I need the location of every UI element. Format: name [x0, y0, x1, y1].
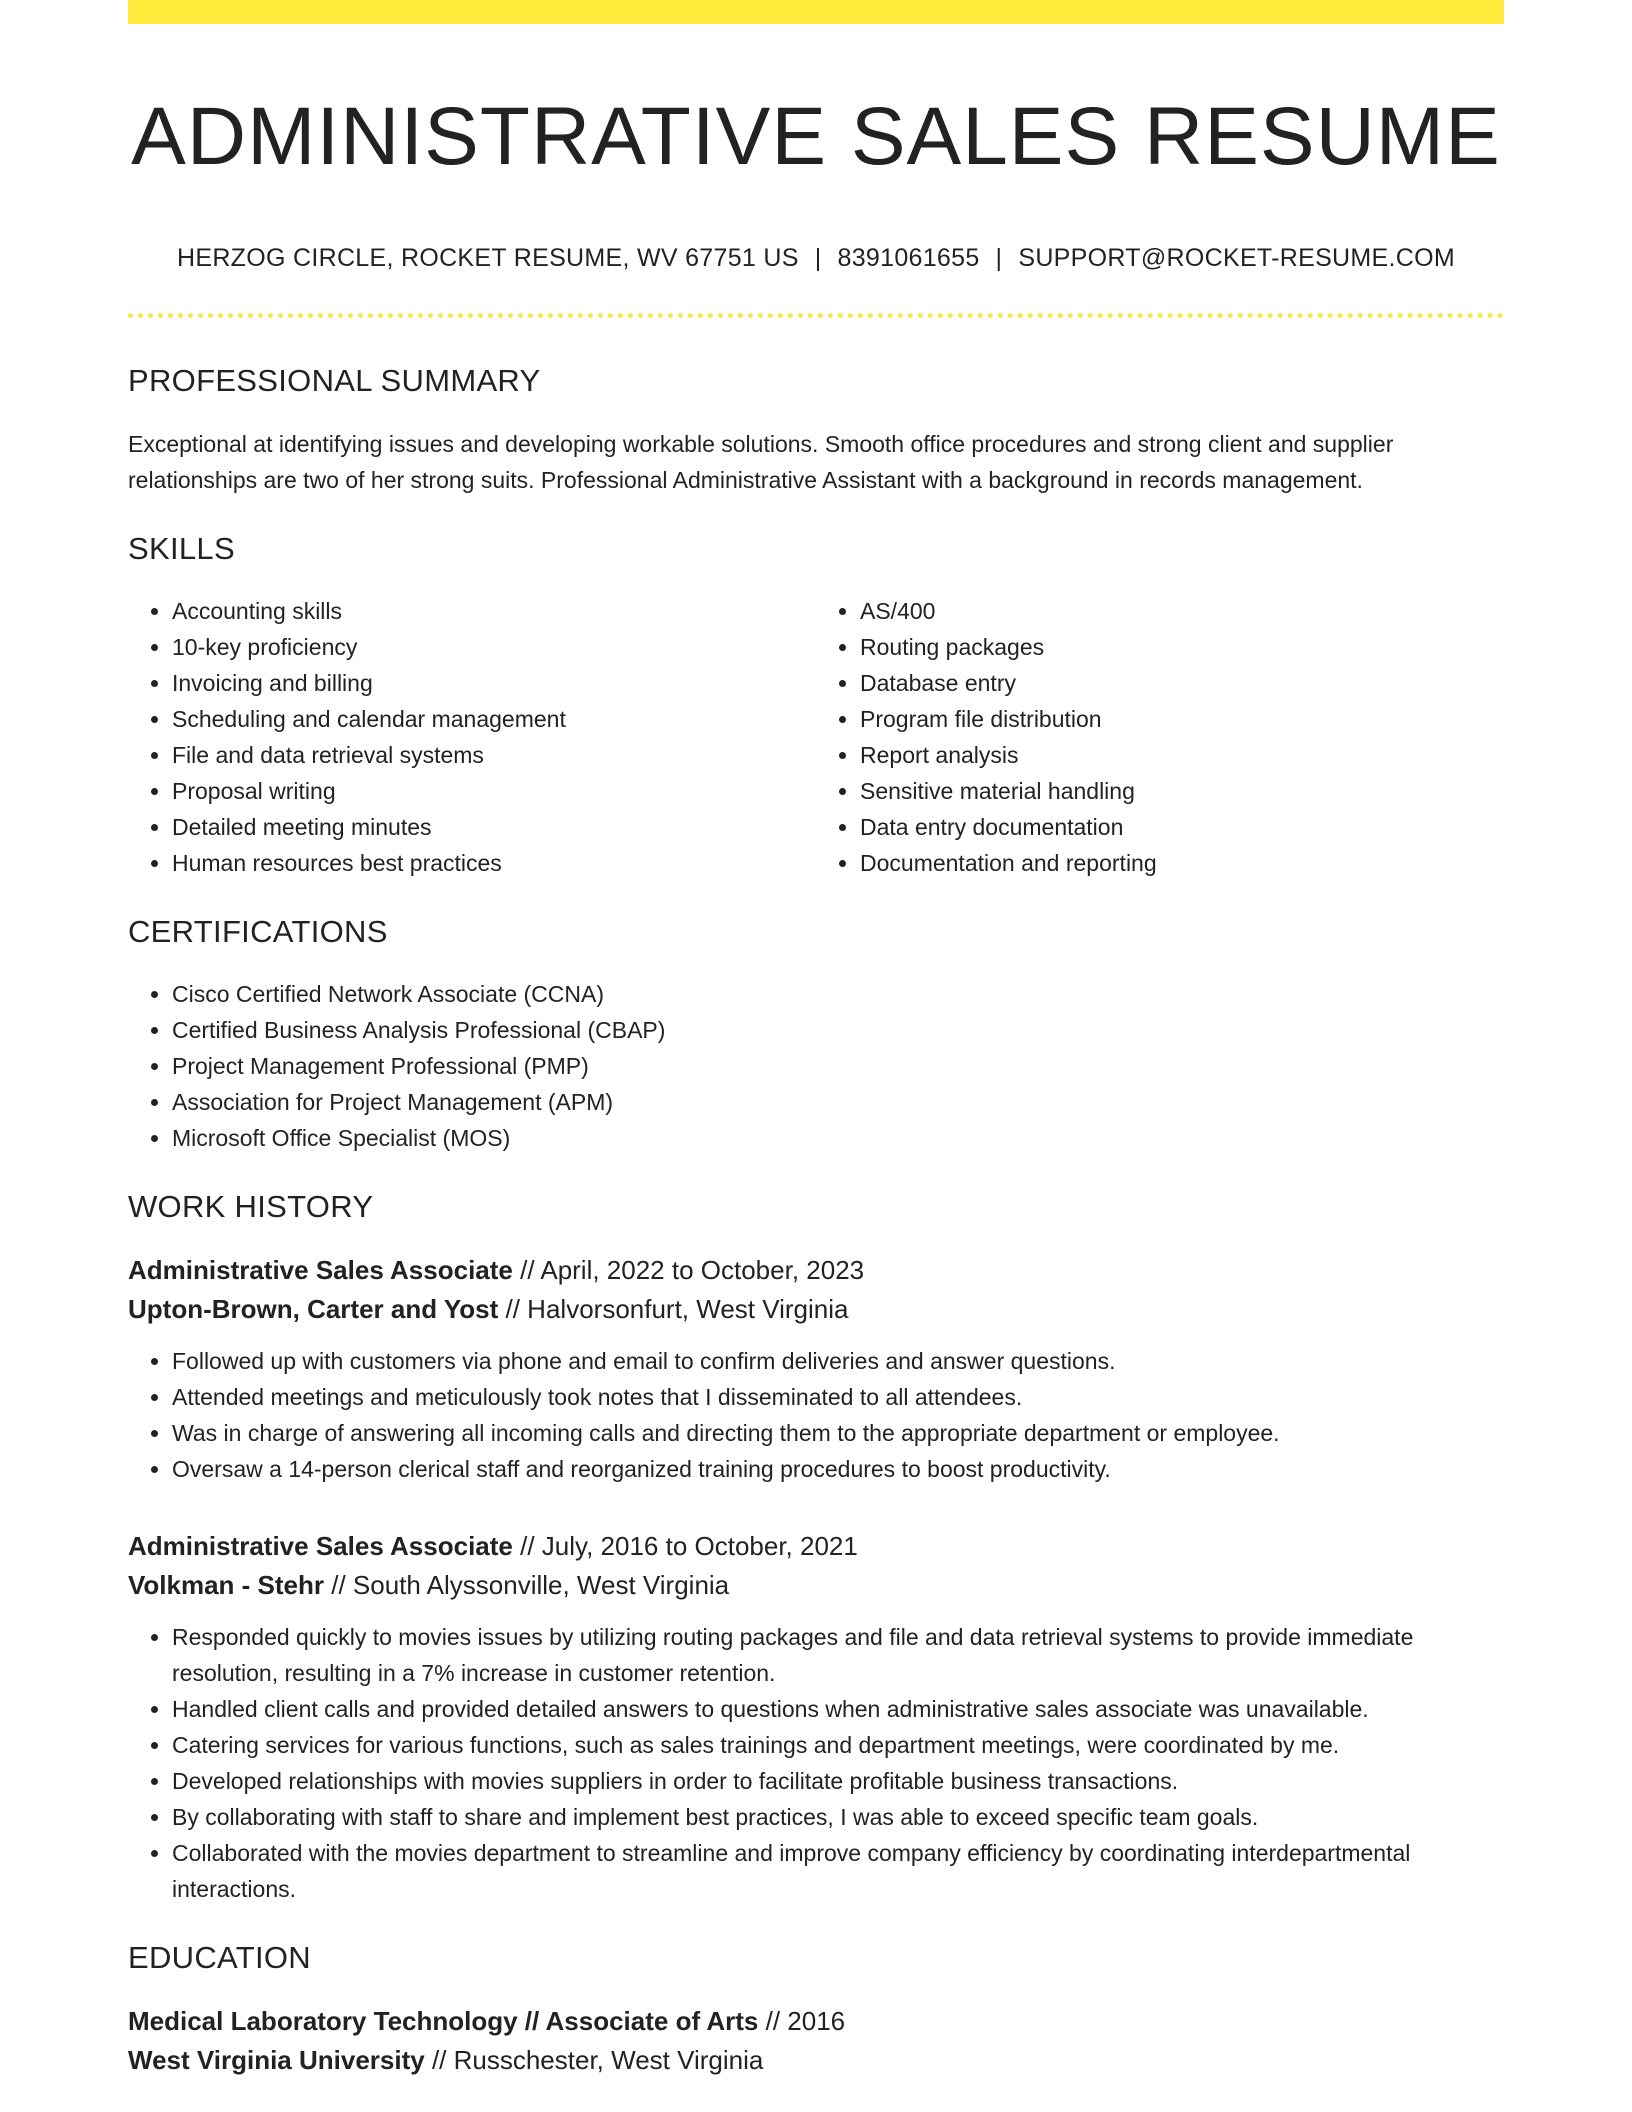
skill-item: • File and data retrieval systems [172, 737, 816, 773]
job-company-line [128, 1566, 1504, 1605]
job-title: Administrative Sales Associate [128, 1255, 513, 1286]
contact-separator: | [995, 244, 1003, 273]
degree-line [128, 2002, 1504, 2041]
work-history-heading: WORK HISTORY [128, 1188, 374, 1224]
job-duty: • Catering services for various functions, such as sales trainings and department meetings, were coordinated by me. [172, 1727, 1504, 1763]
skill-item: • Program file distribution [860, 701, 1504, 737]
education-entry [128, 2002, 1504, 2080]
job-company: Upton-Brown, Carter and Yost [128, 1294, 499, 1325]
job-title-line [128, 1251, 1504, 1290]
resume-page [128, 0, 1504, 2080]
dotted-divider [128, 313, 1504, 318]
skills-section [128, 530, 1504, 881]
contact-line [128, 244, 1504, 273]
skills-heading: SKILLS [128, 530, 235, 566]
summary-heading: PROFESSIONAL SUMMARY [128, 363, 541, 399]
job-title: Administrative Sales Associate [128, 1531, 513, 1562]
skill-item: • Proposal writing [172, 773, 816, 809]
skill-item: • 10-key proficiency [172, 629, 816, 665]
skill-item: • Report analysis [860, 737, 1504, 773]
certification-item: • Project Management Professional (PMP) [172, 1048, 1504, 1084]
skills-columns [128, 567, 1504, 881]
school: West Virginia University [128, 2045, 425, 2076]
job-location: // Halvorsonfurt, West Virginia [505, 1294, 849, 1325]
job-duties-list [128, 1343, 1504, 1487]
job-entry [128, 1527, 1504, 1907]
contact-address: HERZOG CIRCLE, ROCKET RESUME, WV 67751 US [177, 244, 799, 273]
skill-item: • Scheduling and calendar management [172, 701, 816, 737]
skill-item: • Human resources best practices [172, 845, 816, 881]
certification-item: • Cisco Certified Network Associate (CCNA) [172, 976, 1504, 1012]
job-duty: • Was in charge of answering all incoming calls and directing them to the appropriate department or employee. [172, 1415, 1504, 1451]
job-duty: • Followed up with customers via phone and email to confirm deliveries and answer questions. [172, 1343, 1504, 1379]
certification-item: • Certified Business Analysis Professional (CBAP) [172, 1012, 1504, 1048]
job-title-line [128, 1527, 1504, 1566]
certifications-heading: CERTIFICATIONS [128, 913, 388, 949]
skills-list-right [816, 593, 1504, 881]
certification-item: • Association for Project Management (APM) [172, 1084, 1504, 1120]
school-location: // Russchester, West Virginia [431, 2045, 764, 2076]
job-entry [128, 1251, 1504, 1487]
skill-item: • Detailed meeting minutes [172, 809, 816, 845]
skill-item: • Invoicing and billing [172, 665, 816, 701]
skills-list-left [128, 593, 816, 881]
job-dates: // July, 2016 to October, 2021 [520, 1531, 858, 1562]
skill-item: • Data entry documentation [860, 809, 1504, 845]
skill-item: • AS/400 [860, 593, 1504, 629]
job-duty: • Handled client calls and provided detailed answers to questions when administrative sales associate was unavailable. [172, 1691, 1504, 1727]
skill-item: • Database entry [860, 665, 1504, 701]
job-duties-list [128, 1619, 1504, 1907]
skill-item: • Routing packages [860, 629, 1504, 665]
accent-bar [128, 0, 1504, 24]
job-company-line [128, 1290, 1504, 1329]
job-company: Volkman - Stehr [128, 1570, 325, 1601]
work-history-section [128, 1188, 1504, 1907]
skill-item: • Documentation and reporting [860, 845, 1504, 881]
certification-item: • Microsoft Office Specialist (MOS) [172, 1120, 1504, 1156]
education-section [128, 1939, 1504, 2080]
resume-title: ADMINISTRATIVE SALES RESUME [131, 91, 1501, 182]
education-heading: EDUCATION [128, 1940, 311, 1976]
job-duty: • By collaborating with staff to share and implement best practices, I was able to exceed specific team goals. [172, 1799, 1504, 1835]
contact-email: SUPPORT@ROCKET-RESUME.COM [1018, 244, 1455, 273]
contact-separator: | [814, 244, 822, 273]
job-duty: • Collaborated with the movies department to streamline and improve company efficiency by coordinating interdepartmental interactions. [172, 1835, 1504, 1907]
job-dates: // April, 2022 to October, 2023 [520, 1255, 865, 1286]
job-duty: • Developed relationships with movies suppliers in order to facilitate profitable business transactions. [172, 1763, 1504, 1799]
certifications-list [128, 976, 1504, 1156]
job-duty: • Oversaw a 14-person clerical staff and reorganized training procedures to boost productivity. [172, 1451, 1504, 1487]
certifications-section [128, 913, 1504, 1156]
school-line [128, 2041, 1504, 2080]
contact-phone: 8391061655 [837, 244, 980, 273]
degree-year: // 2016 [765, 2006, 846, 2037]
job-location: // South Alyssonville, West Virginia [331, 1570, 730, 1601]
degree: Medical Laboratory Technology // Associate of Arts [128, 2006, 759, 2037]
job-duty: • Responded quickly to movies issues by utilizing routing packages and file and data retrieval systems to provide immediate resolution, resulting in a 7% increase in customer retention. [172, 1619, 1504, 1691]
skill-item: • Accounting skills [172, 593, 816, 629]
summary-text: Exceptional at identifying issues and developing workable solutions. Smooth office procedures and strong client and supplier relationships are two of her strong suits. Professional Administrative Assistant with a background in records management. [128, 430, 1394, 493]
skill-item: • Sensitive material handling [860, 773, 1504, 809]
summary-section [128, 362, 1504, 497]
job-duty: • Attended meetings and meticulously took notes that I disseminated to all attendees. [172, 1379, 1504, 1415]
